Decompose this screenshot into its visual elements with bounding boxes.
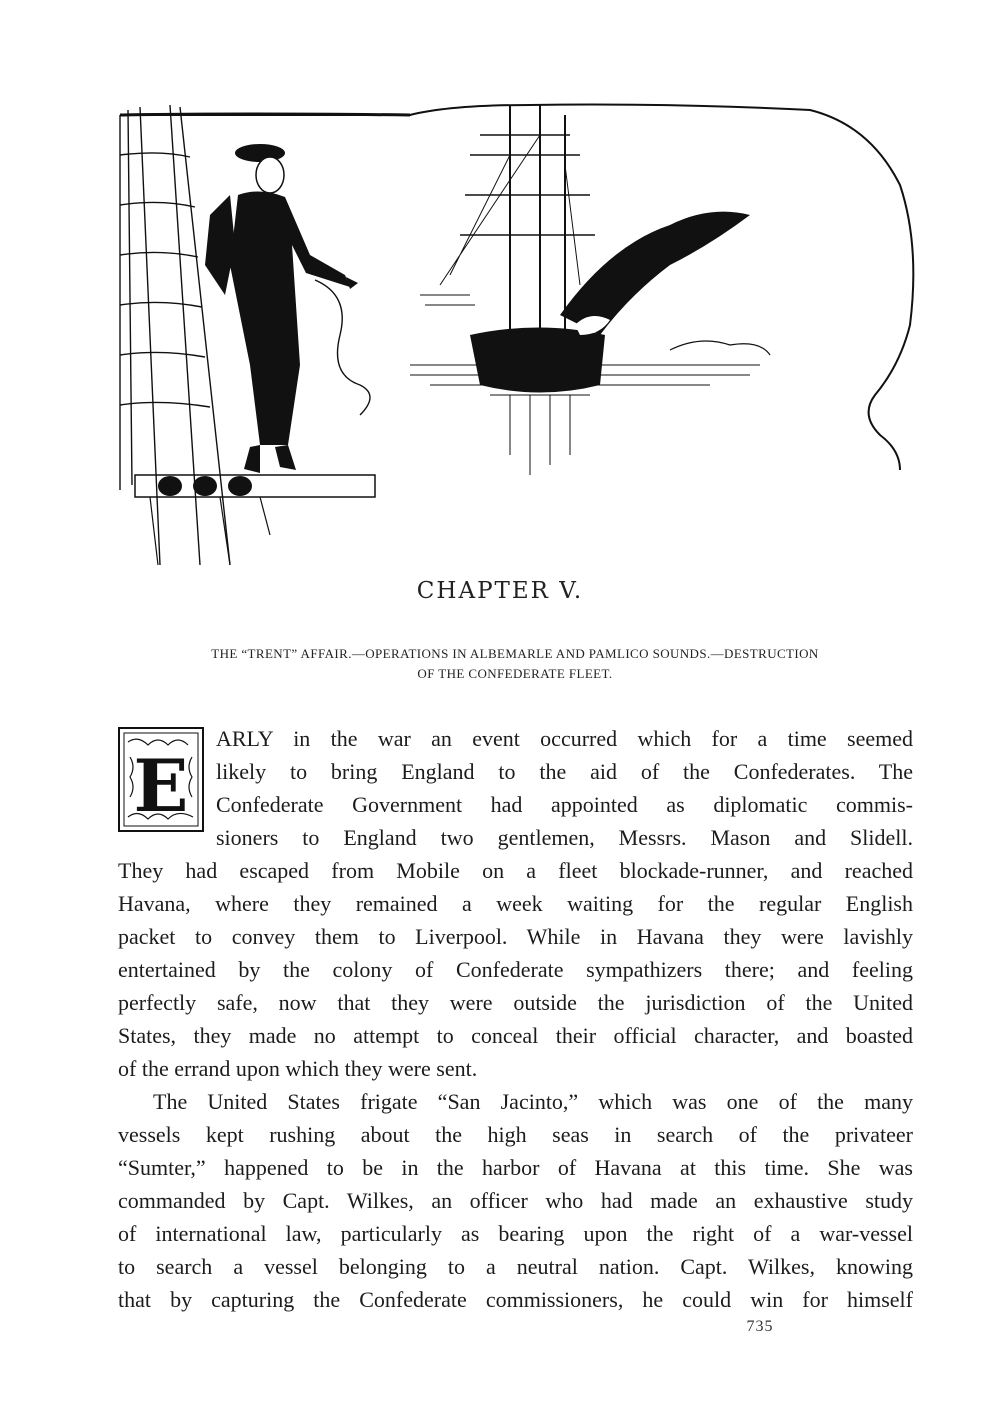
text-line: commanded by Capt. Wilkes, an officer who had made an exhaustive study [118, 1188, 913, 1213]
text-line: of the errand upon which they were sent. [118, 1056, 478, 1081]
text-line: that by capturing the Confederate commissioners, he could win for himself [118, 1287, 913, 1312]
sailor-figure [205, 144, 358, 473]
text-line: States, they made no attempt to conceal their official character, and boasted [118, 1023, 913, 1048]
burning-ship [410, 105, 770, 475]
text-line: Havana, where they remained a week waiting for the regular English [118, 891, 913, 916]
text-line: likely to bring England to the aid of the Confederates. The [216, 759, 913, 784]
chapter-subtitle-line: THE “TRENT” AFFAIR.—OPERATIONS IN ALBEMARLE AND PAMLICO SOUNDS.—DESTRUCTION [211, 646, 819, 661]
text-line: They had escaped from Mobile on a fleet blockade-runner, and reached [118, 858, 913, 883]
chapter-illustration [110, 95, 930, 575]
text-line: The United States frigate “San Jacinto,” which was one of the many [153, 1089, 913, 1114]
text-line: vessels kept rushing about the high seas in search of the privateer [118, 1122, 913, 1147]
page-number: 735 [746, 1318, 774, 1335]
text-line: ARLY in the war an event occurred which for a time seemed [216, 726, 913, 751]
text-line: sioners to England two gentlemen, Messrs. Mason and Slidell. [216, 825, 913, 850]
paragraph-2 [118, 1085, 913, 1316]
text-line: “Sumter,” happened to be in the harbor of Havana at this time. She was [118, 1155, 913, 1180]
text-line: Confederate Government had appointed as diplomatic commis- [216, 792, 913, 817]
text-line: entertained by the colony of Confederate sympathizers there; and feeling [118, 957, 913, 982]
text-line: packet to convey them to Liverpool. While in Havana they were lavishly [118, 924, 913, 949]
text-line: to search a vessel belonging to a neutral nation. Capt. Wilkes, knowing [118, 1254, 913, 1279]
chapter-subtitle-line: OF THE CONFEDERATE FLEET. [417, 666, 613, 681]
rigging-lines [120, 105, 230, 565]
deck-blocks [135, 475, 375, 565]
chapter-subtitle [115, 644, 915, 684]
paragraph-1 [118, 722, 913, 1085]
drop-cap-letter: E [133, 743, 189, 828]
sailor-burning-ship-engraving [110, 95, 930, 575]
text-line: perfectly safe, now that they were outside the jurisdiction of the United [118, 990, 913, 1015]
chapter-title: CHAPTER V. [416, 578, 584, 604]
text-line: of international law, particularly as bearing upon the right of a war-vessel [118, 1221, 913, 1246]
